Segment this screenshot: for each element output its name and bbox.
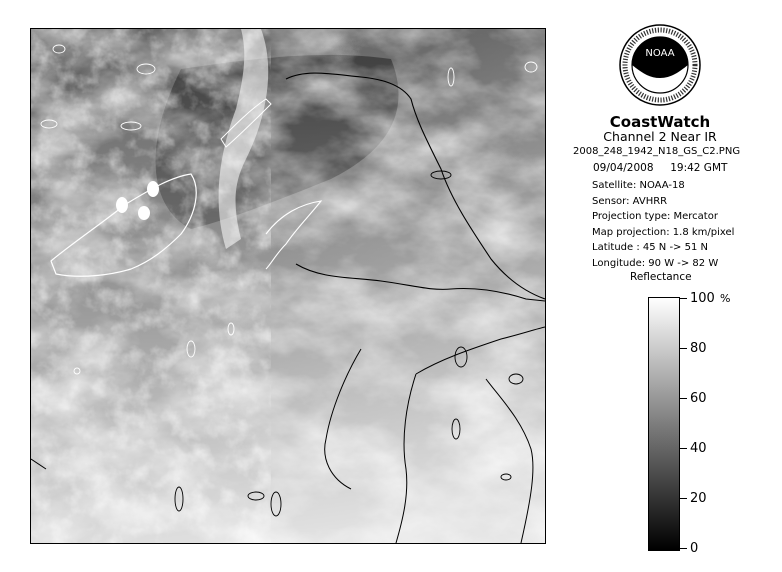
colorbar-tick-label: 0 [690,541,699,556]
noaa-logo [619,24,701,106]
island-3 [138,206,150,220]
colorbar-tick [679,298,687,299]
cloud-layer-south [31,29,545,543]
satellite-image-map [30,28,546,544]
island-1 [116,197,128,213]
longitude-label: Longitude: 90 W -> 82 W [592,257,719,269]
island-2 [147,181,159,197]
logo-text: NOAA [645,48,675,59]
colorbar-tick-label: 20 [690,491,707,506]
colorbar-tick [679,548,687,549]
latitude-label: Latitude : 45 N -> 51 N [592,242,708,253]
colorbar-title: Reflectance [630,271,692,283]
colorbar-tick-label: 80 [690,341,707,356]
colorbar-tick-label: 40 [690,441,707,456]
colorbar-unit: % [720,292,731,305]
colorbar [648,297,680,551]
map-svg [31,29,545,543]
colorbar-tick-label: 60 [690,391,707,406]
image-metadata [592,178,734,271]
image-datetime: 09/04/2008 19:42 GMT [593,162,728,174]
channel-subtitle: Channel 2 Near IR [603,129,717,144]
map-projection-label: Map projection: 1.8 km/pixel [592,226,735,238]
satellite-label: Satellite: NOAA-18 [592,180,685,191]
projection-type-label: Projection type: Mercator [592,211,718,222]
image-filename: 2008_248_1942_N18_GS_C2.PNG [573,146,741,157]
product-title: CoastWatch [609,113,711,131]
sensor-label: Sensor: AVHRR [592,195,668,207]
colorbar-tick [679,348,687,349]
colorbar-tick [679,398,687,399]
colorbar-tick-label: 100 [690,291,715,306]
colorbar-tick [679,498,687,499]
colorbar-tick [679,448,687,449]
